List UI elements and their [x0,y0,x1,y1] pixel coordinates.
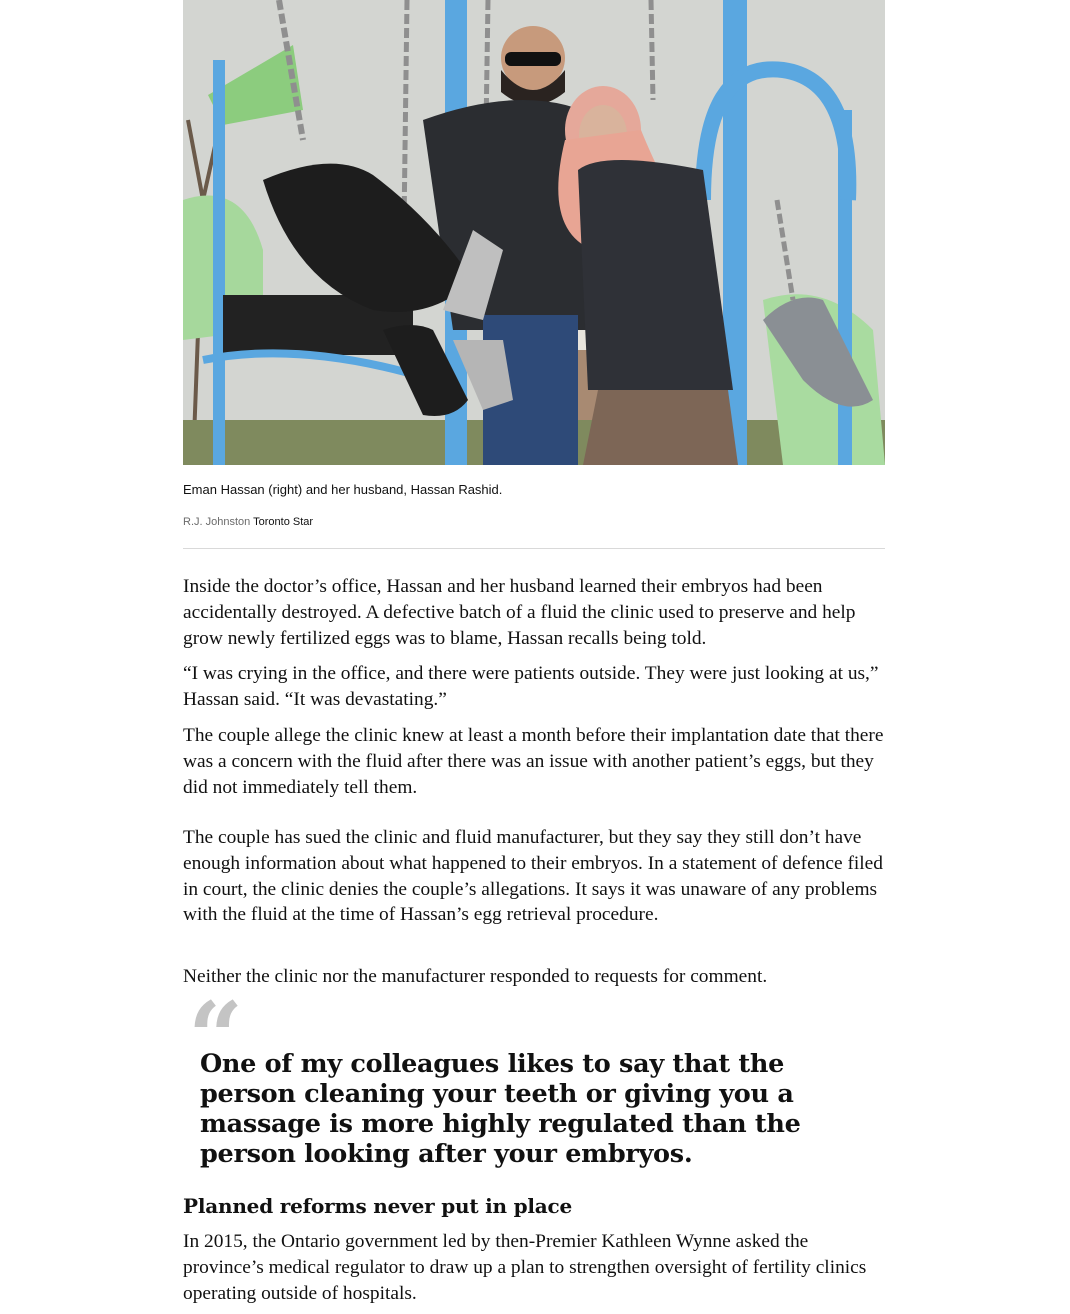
caption-divider [183,548,885,549]
photo-credit [183,514,885,530]
article-paragraph: The couple allege the clinic knew at least a month before their implantation date that there was a concern with the fluid after there was an issue with another patient’s eggs, but they did not immediately tell them. [183,725,884,798]
section-subheading: Planned reforms never put in place [183,1194,573,1218]
photo-caption: Eman Hassan (right) and her husband, Hassan Rashid. [183,482,503,497]
article-photo [183,0,885,465]
article-paragraph: The couple has sued the clinic and fluid manufacturer, but they say they still don’t have enough information about what happened to their embryos. In a statement of defence filed in court, the clinic denies the couple’s allegations. It says it was unaware of any problems with the fluid at the time of Hassan’s egg retrieval procedure. [183,827,883,926]
quote-mark-icon: “ [188,981,244,1094]
publication-name: Toronto Star [253,516,314,528]
article-paragraph: Inside the doctor’s office, Hassan and her husband learned their embryos had been accidentally destroyed. A defective batch of a fluid the clinic used to preserve and help grow newly fertilized eggs was to blame, Hassan recalls being told. [183,576,856,649]
article-paragraph: In 2015, the Ontario government led by then-Premier Kathleen Wynne asked the province’s medical regulator to draw up a plan to strengthen oversight of fertility clinics operating outside of hospitals. [183,1231,867,1304]
pull-quote: One of my colleagues likes to say that the person cleaning your teeth or giving you a massage is more highly regulated than the person looking after your embryos. [200,1049,801,1169]
article-paragraph: “I was crying in the office, and there were patients outside. They were just looking at us,” Hassan said. “It was devastating.” [183,663,879,710]
article-paragraph: Neither the clinic nor the manufacturer responded to requests for comment. [183,966,768,987]
photo-image [183,0,885,465]
photographer-name: R.J. Johnston [183,516,251,528]
